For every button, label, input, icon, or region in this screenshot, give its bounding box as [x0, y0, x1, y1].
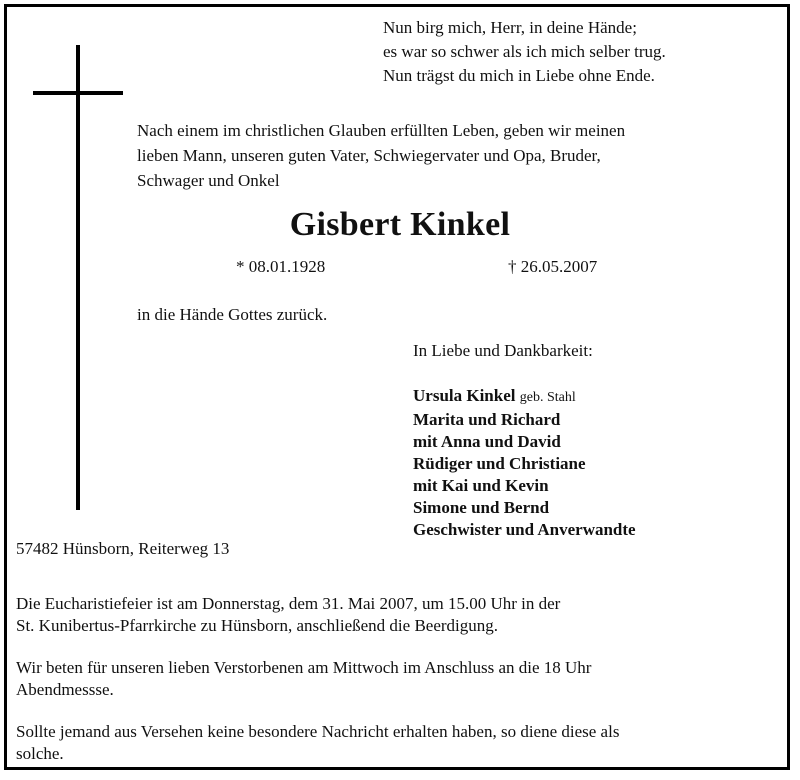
paragraph-line: Abendmessse. — [16, 680, 114, 699]
family-member-primary — [413, 385, 636, 409]
family-member: mit Kai und Kevin — [413, 476, 549, 495]
prayer-paragraph — [16, 657, 786, 701]
deceased-name: Gisbert Kinkel — [289, 206, 511, 243]
intro-text — [137, 118, 625, 193]
family-member: mit Anna und David — [413, 432, 561, 451]
family-member: Rüdiger und Christiane — [413, 454, 586, 473]
intro-line: Schwager und Onkel — [137, 171, 280, 190]
family-member: Marita und Richard — [413, 410, 561, 429]
paragraph-line: solche. — [16, 744, 64, 763]
family-list — [413, 385, 636, 541]
family-member-name: Ursula Kinkel — [413, 386, 516, 405]
maiden-name-note: geb. Stahl — [519, 390, 576, 405]
intro-line: Nach einem im christlichen Glauben erfüllten Leben, geben wir meinen — [137, 121, 626, 140]
notice-paragraph — [16, 721, 786, 765]
intro-line: lieben Mann, unseren guten Vater, Schwiegervater und Opa, Bruder, — [137, 146, 601, 165]
service-paragraph — [16, 593, 786, 637]
paragraph-line: St. Kunibertus-Pfarrkirche zu Hünsborn, anschließend die Beerdigung. — [16, 616, 499, 635]
family-member: Geschwister und Anverwandte — [413, 520, 636, 539]
death-date: † 26.05.2007 — [508, 257, 598, 276]
cross-icon-bar — [33, 91, 123, 95]
address: 57482 Hünsborn, Reiterweg 13 — [16, 539, 230, 558]
verse-line: Nun birg mich, Herr, in deine Hände; — [383, 18, 637, 37]
cross-icon — [76, 45, 80, 510]
family-member: Simone und Bernd — [413, 498, 550, 517]
birth-date: * 08.01.1928 — [236, 257, 326, 276]
paragraph-line: Sollte jemand aus Versehen keine besondere Nachricht erhalten haben, so diene diese als — [16, 722, 620, 741]
return-text: in die Hände Gottes zurück. — [137, 305, 328, 324]
paragraph-line: Die Eucharistiefeier ist am Donnerstag, dem 31. Mai 2007, um 15.00 Uhr in der — [16, 594, 561, 613]
paragraph-line: Wir beten für unseren lieben Verstorbenen am Mittwoch im Anschluss an die 18 Uhr — [16, 658, 592, 677]
verse-line: Nun trägst du mich in Liebe ohne Ende. — [383, 66, 655, 85]
verse-line: es war so schwer als ich mich selber trug. — [383, 42, 666, 61]
thanks-heading: In Liebe und Dankbarkeit: — [413, 341, 593, 360]
verse-quote — [383, 16, 666, 88]
